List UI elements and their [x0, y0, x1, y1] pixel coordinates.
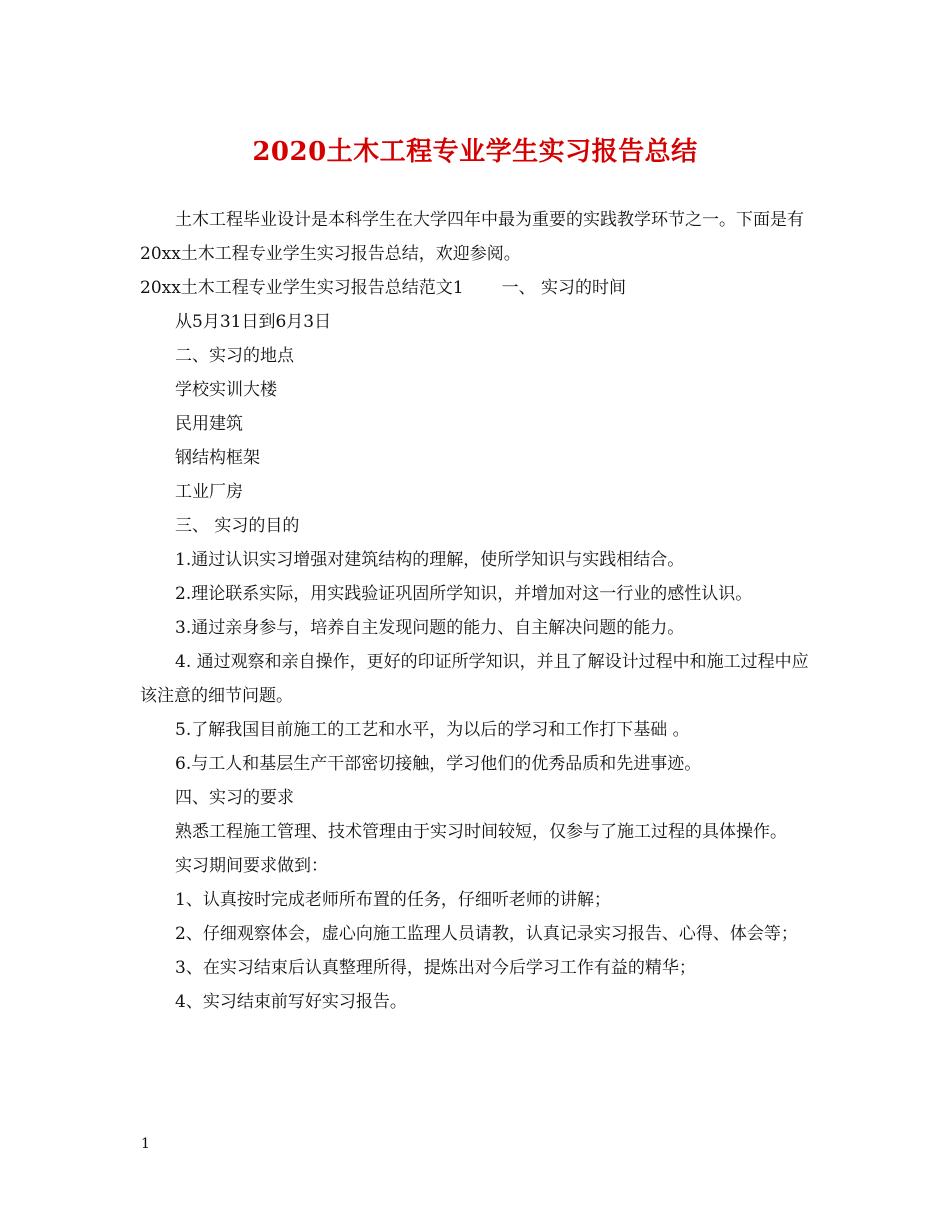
paragraph-requirements-lead: 实习期间要求做到：	[175, 856, 328, 876]
section-one-heading: 一、 实习的时间	[501, 278, 627, 298]
paragraph-location-2: 民用建筑	[175, 414, 243, 434]
paragraph-location-4: 工业厂房	[175, 482, 243, 502]
paragraph-date-range: 从5月31日到6月3日	[175, 312, 332, 332]
requirement-item-1: 1、认真按时完成老师所布置的任务，仔细听老师的讲解；	[175, 890, 611, 910]
purpose-item-5: 5.了解我国目前施工的工艺和水平，为以后的学习和工作打下基础 。	[175, 720, 690, 740]
section-four-heading: 四、实习的要求	[175, 788, 294, 808]
purpose-item-3: 3.通过亲身参与，培养自主发现问题的能力、自主解决问题的能力。	[175, 618, 685, 638]
requirement-item-2: 2、仔细观察体会，虚心向施工监理人员请教，认真记录实习报告、心得、体会等；	[175, 924, 798, 944]
purpose-item-6: 6.与工人和基层生产干部密切接触，学习他们的优秀品质和先进事迹。	[175, 754, 702, 774]
document-title: 2020土木工程专业学生实习报告总结	[252, 137, 698, 167]
section-three-heading: 三、 实习的目的	[175, 516, 300, 536]
requirement-item-4: 4、实习结束前写好实习报告。	[175, 992, 407, 1012]
paragraph-requirements: 熟悉工程施工管理、技术管理由于实习时间较短，仅参与了施工过程的具体操作。	[175, 822, 787, 842]
document-body	[140, 203, 820, 1019]
paragraph-sample-heading	[140, 271, 820, 305]
requirement-item-3: 3、在实习结束后认真整理所得，提炼出对今后学习工作有益的精华；	[175, 958, 696, 978]
purpose-item-4: 4. 通过观察和亲自操作，更好的印证所学知识，并且了解设计过程中和施工过程中应该注意的细节问题。	[140, 652, 809, 706]
paragraph-intro: 土木工程毕业设计是本科学生在大学四年中最为重要的实践教学环节之一。下面是有20xx土木工程专业学生实习报告总结，欢迎参阅。	[140, 210, 804, 264]
section-two-heading: 二、实习的地点	[175, 346, 294, 366]
paragraph-location-1: 学校实训大楼	[175, 380, 277, 400]
purpose-item-2: 2.理论联系实际，用实践验证巩固所学知识，并增加对这一行业的感性认识。	[175, 584, 753, 604]
purpose-item-1: 1.通过认识实习增强对建筑结构的理解，使所学知识与实践相结合。	[175, 550, 685, 570]
paragraph-location-3: 钢结构框架	[175, 448, 260, 468]
page-number: 1	[141, 1136, 150, 1152]
sample-heading: 20xx土木工程专业学生实习报告总结范文1	[140, 278, 464, 298]
